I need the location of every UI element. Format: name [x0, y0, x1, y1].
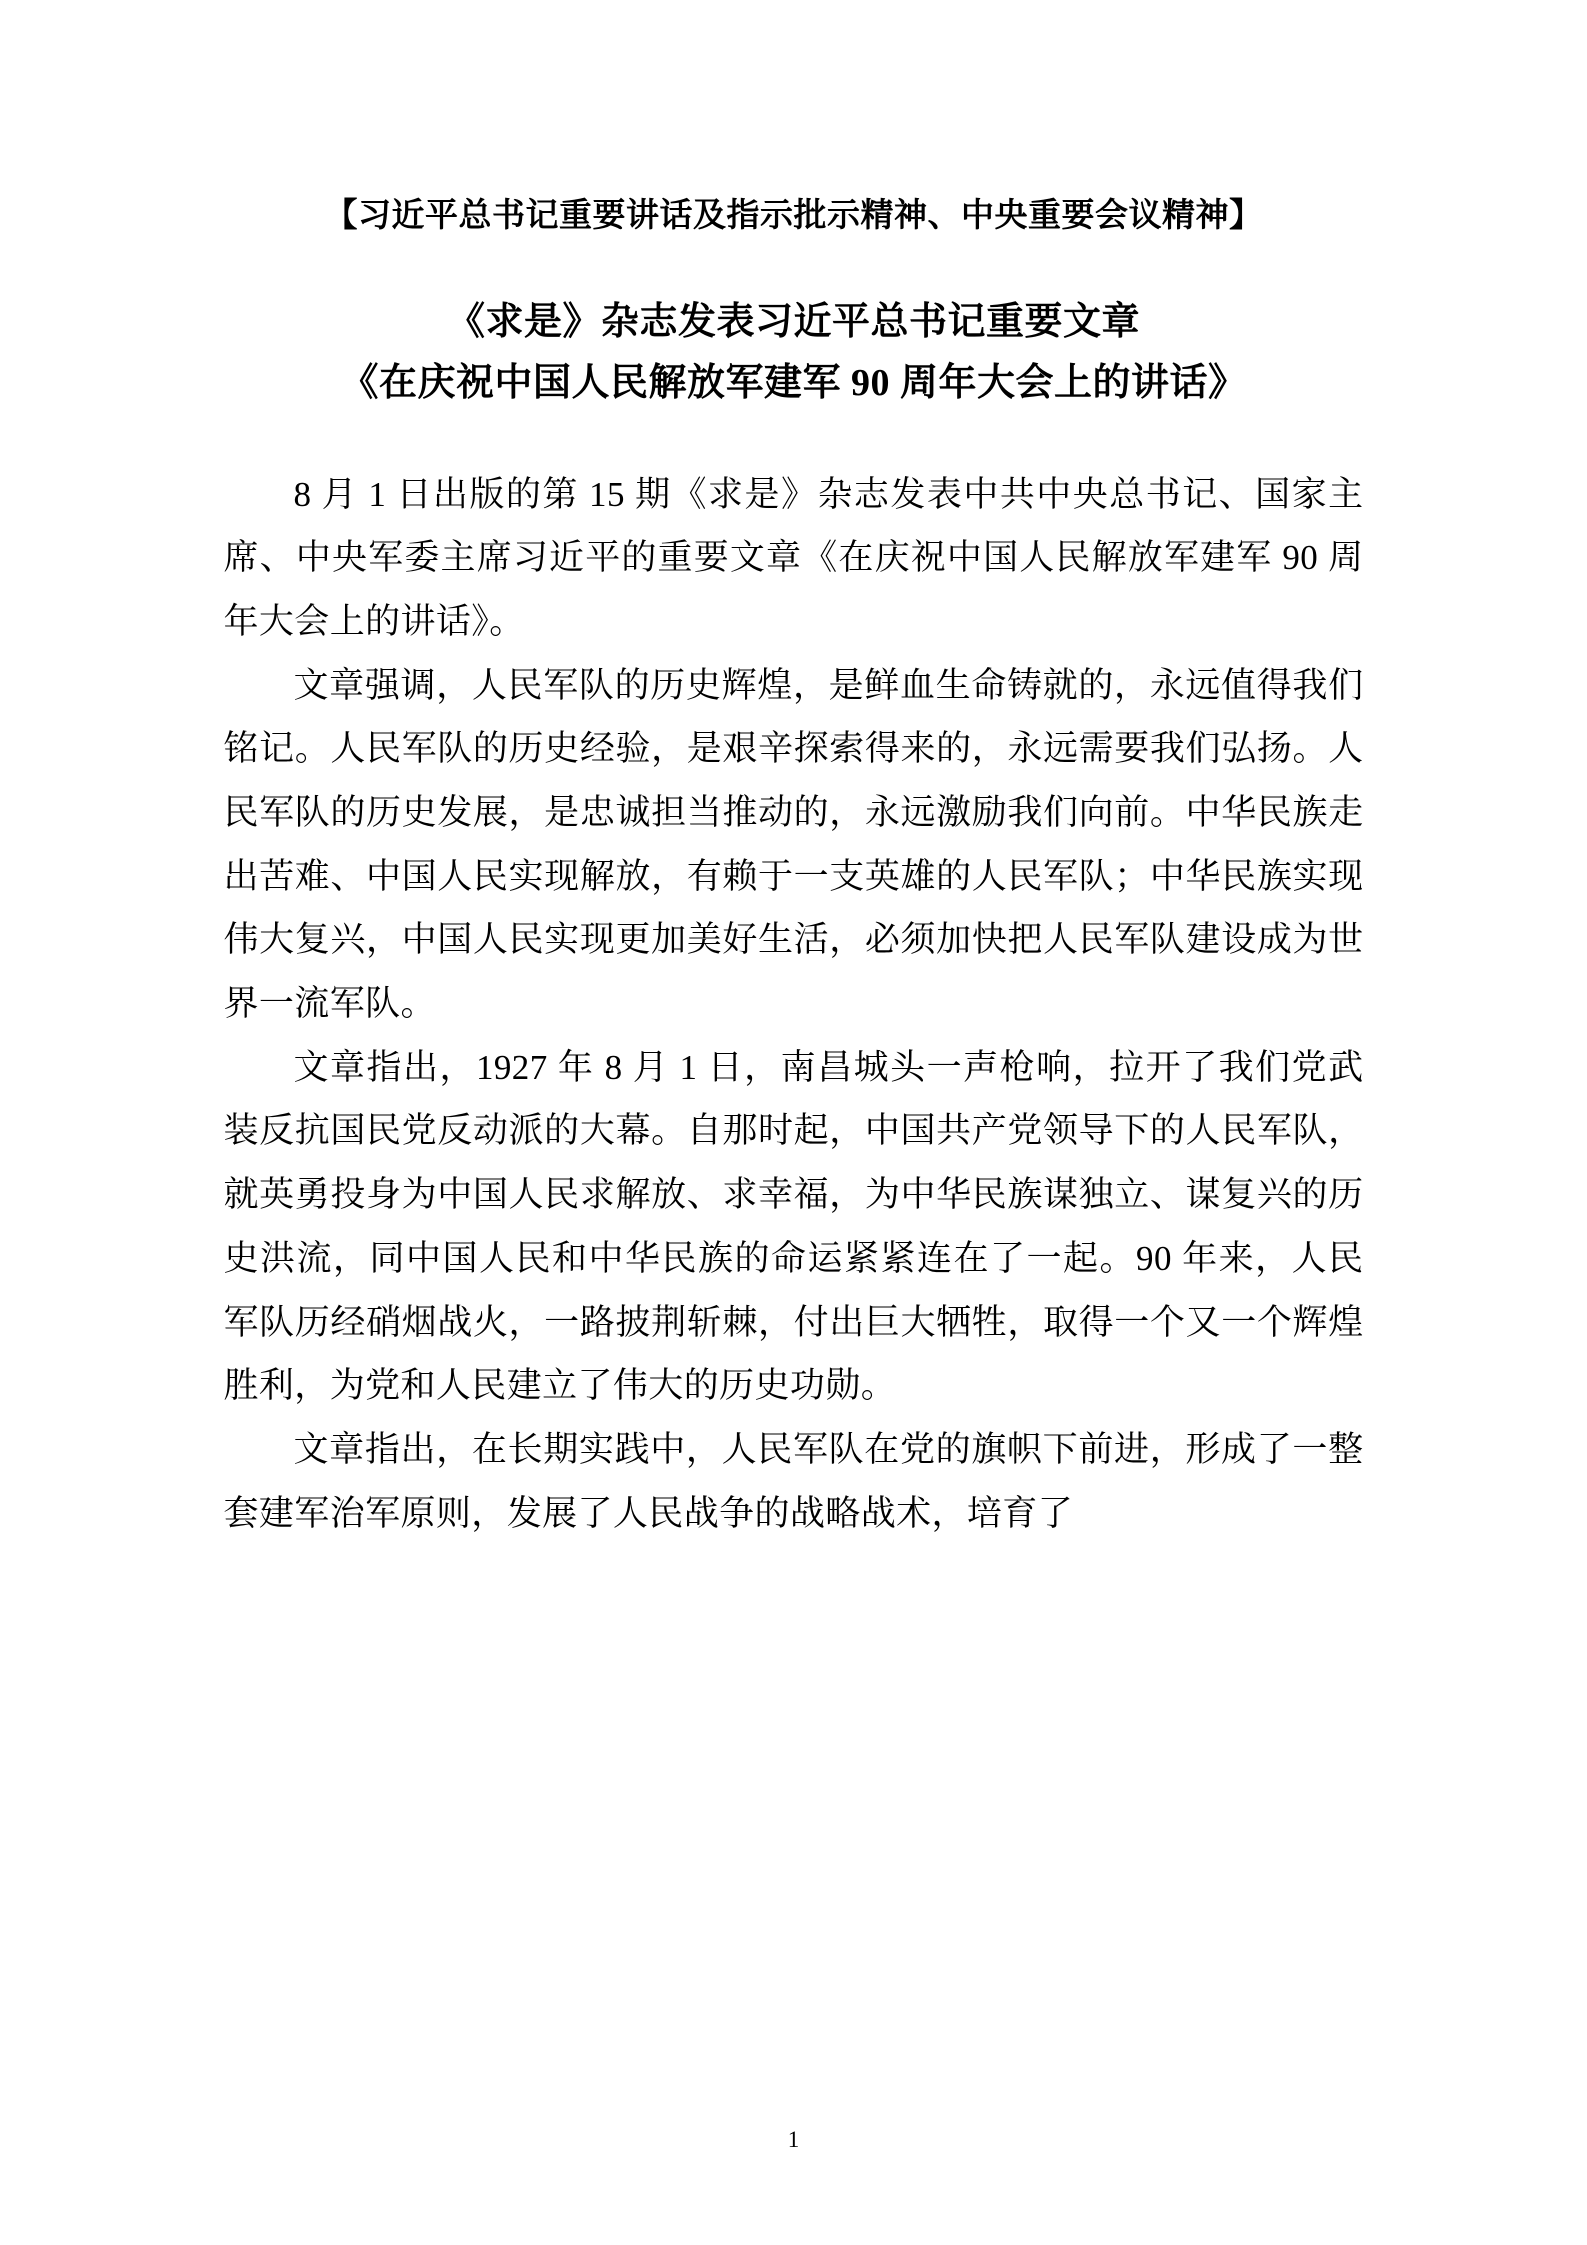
paragraph: 文章指出，1927 年 8 月 1 日，南昌城头一声枪响，拉开了我们党武装反抗国民党反动派的大幕。自那时起，中国共产党领导下的人民军队，就英勇投身为中国人民求解放、求幸福，为中华民族谋独立、谋复兴的历史洪流，同中国人民和中华民族的命运紧紧连在了一起。90 年来，人民军队历经硝烟战火，一路披荆斩棘，付出巨大牺牲，取得一个又一个辉煌胜利，为党和人民建立了伟大的历史功勋。	[223, 1047, 1364, 1406]
page-number: 1	[787, 2127, 800, 2152]
title-line-2: 《在庆祝中国人民解放军建军 90 周年大会上的讲话》	[340, 362, 1247, 405]
title-line-1: 《求是》杂志发表习近平总书记重要文章	[446, 300, 1140, 343]
page-title	[224, 292, 1364, 415]
paragraph: 8 月 1 日出版的第 15 期《求是》杂志发表中共中央总书记、国家主席、中央军委主席习近平的重要文章《在庆祝中国人民解放军建军 90 周年大会上的讲话》。	[223, 474, 1364, 641]
category-header: 【习近平总书记重要讲话及指示批示精神、中央重要会议精神】	[324, 196, 1263, 233]
document-body	[224, 190, 1364, 1545]
paragraph: 文章强调，人民军队的历史辉煌，是鲜血生命铸就的，永远值得我们铭记。人民军队的历史经验，是艰辛探索得来的，永远需要我们弘扬。人民军队的历史发展，是忠诚担当推动的，永远激励我们向前。中华民族走出苦难、中国人民实现解放，有赖于一支英雄的人民军队；中华民族实现伟大复兴，中国人民实现更加美好生活，必须加快把人民军队建设成为世界一流军队。	[223, 665, 1364, 1024]
paragraph: 文章指出，在长期实践中，人民军队在党的旗帜下前进，形成了一整套建军治军原则，发展了人民战争的战略战术，培育了	[223, 1429, 1364, 1533]
